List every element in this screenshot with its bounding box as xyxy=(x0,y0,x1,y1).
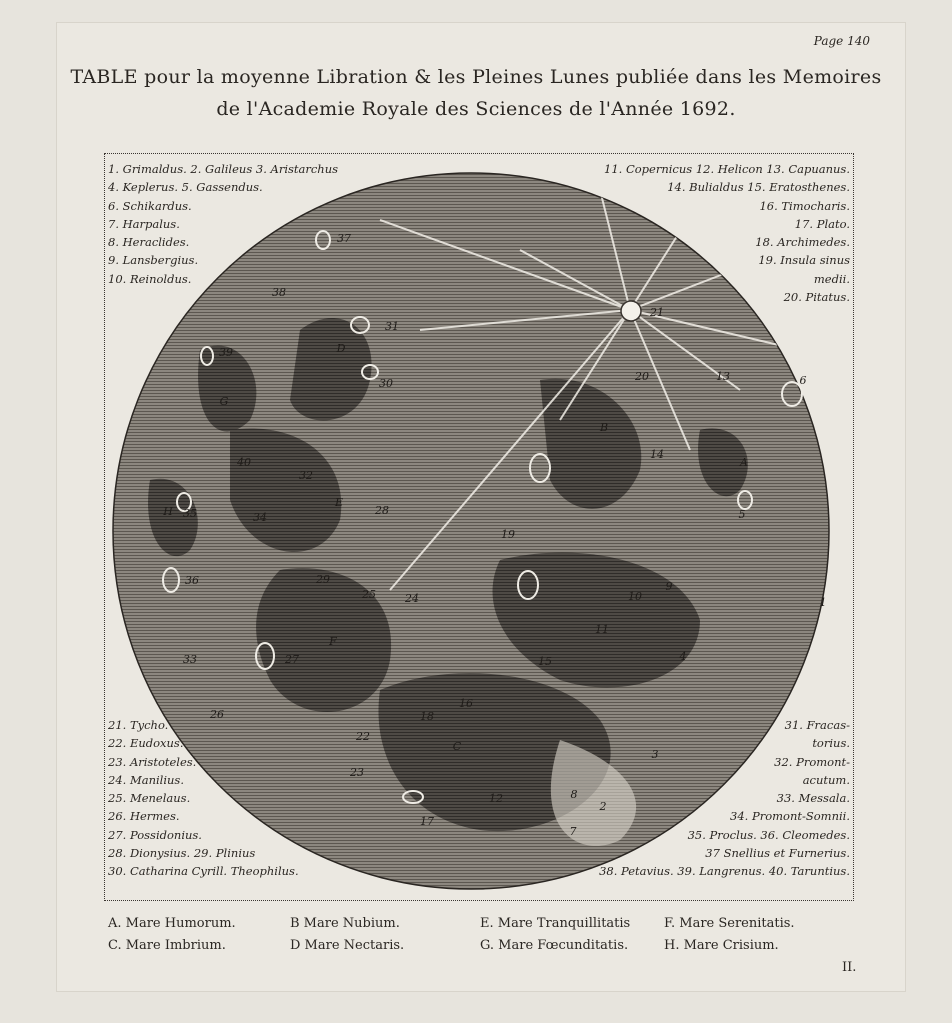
legend-entry: 18. Archimedes. xyxy=(755,235,850,250)
map-label: 16 xyxy=(459,697,473,710)
map-label: C xyxy=(452,740,462,753)
map-label: 9 xyxy=(665,580,673,593)
legend-entry: medii. xyxy=(813,271,850,286)
map-label: 4 xyxy=(679,650,687,663)
legend-entry: 28. Dionysius. 29. Plinius xyxy=(108,846,256,861)
legend-entry: 20. Pitatus. xyxy=(783,290,850,305)
legend-entry: 25. Menelaus. xyxy=(108,791,191,806)
maria-list-col1 xyxy=(108,913,236,957)
map-label: E xyxy=(334,496,344,509)
mare-entry: F. Mare Serenitatis. xyxy=(664,916,795,931)
map-label: 35 xyxy=(183,507,197,520)
legend-entry: 1. Grimaldus. 2. Galileus 3. Aristarchus xyxy=(108,162,339,176)
legend-entry: 21. Tycho. xyxy=(108,718,169,732)
legend-entry: 9. Lansbergius. xyxy=(108,253,199,268)
legend-entry: 32. Promont- xyxy=(774,754,850,769)
map-label: A xyxy=(740,456,748,469)
map-label: 39 xyxy=(219,346,233,359)
legend-entry: 27. Possidonius. xyxy=(108,827,202,842)
legend-entry: 23. Aristoteles. xyxy=(108,754,197,769)
map-label: 33 xyxy=(183,653,197,666)
title-line-2: de l'Academie Royale des Sciences de l'Année 1692. xyxy=(216,98,736,120)
legend-entry: 37 Snellius et Furnerius. xyxy=(705,846,850,861)
mare-entry: G. Mare Fœcunditatis. xyxy=(480,938,629,953)
legend-top-left xyxy=(108,160,338,288)
legend-entry: 19. Insula sinus xyxy=(758,253,850,268)
map-label: 25 xyxy=(362,588,376,601)
legend-entry: 17. Plato. xyxy=(794,216,850,231)
map-label: 7 xyxy=(569,825,577,838)
map-label: 31 xyxy=(385,320,399,333)
map-label: 6 xyxy=(799,374,807,387)
map-label: 8 xyxy=(570,788,578,801)
map-label: 29 xyxy=(316,573,330,586)
map-label: 5 xyxy=(738,508,746,521)
legend-entry: 8. Heraclides. xyxy=(108,235,190,250)
legend-entry: 4. Keplerus. 5. Gassendus. xyxy=(108,180,263,195)
map-label: 2 xyxy=(599,800,607,813)
maria-list-col3 xyxy=(480,913,630,957)
legend-entry: acutum. xyxy=(802,772,850,787)
map-label: 27 xyxy=(285,653,299,666)
map-label: 3 xyxy=(651,748,659,761)
map-label: 12 xyxy=(489,792,503,805)
map-label: D xyxy=(336,342,346,355)
map-label: 10 xyxy=(628,590,642,603)
legend-entry: 10. Reinoldus. xyxy=(108,271,192,286)
legend-entry: 34. Promont-Somnii. xyxy=(730,809,850,824)
page-number: Page 140 xyxy=(813,34,870,48)
map-label: F xyxy=(329,635,337,648)
map-label: 1 xyxy=(819,596,827,609)
mare-entry: E. Mare Tranquillitatis xyxy=(480,916,631,931)
title-line-1: TABLE pour la moyenne Libration & les Pleines Lunes publiée dans les Memoires xyxy=(70,66,882,88)
map-label: 18 xyxy=(420,710,434,723)
mare-entry: H. Mare Crisium. xyxy=(664,938,779,953)
legend-entry: 26. Hermes. xyxy=(108,809,180,824)
legend-entry: 22. Eudoxus. xyxy=(108,736,184,751)
map-label: 28 xyxy=(375,504,389,517)
mare-entry: C. Mare Imbrium. xyxy=(108,938,226,953)
map-label: 20 xyxy=(635,370,649,383)
legend-entry: 35. Proclus. 36. Cleomedes. xyxy=(687,827,850,842)
legend-entry: 31. Fracas- xyxy=(784,718,850,732)
mare-entry: D Mare Nectaris. xyxy=(290,938,405,953)
maria-list-col4 xyxy=(664,913,795,957)
map-label: 14 xyxy=(650,448,664,461)
map-label: 32 xyxy=(299,469,313,482)
map-label: G xyxy=(219,395,229,408)
map-label: 23 xyxy=(350,766,364,779)
map-label: 30 xyxy=(379,377,393,390)
map-label: 21 xyxy=(650,306,664,319)
map-label: 17 xyxy=(420,815,434,828)
map-label: 11 xyxy=(595,623,609,636)
map-label: 13 xyxy=(716,370,730,383)
legend-entry: 30. Catharina Cyrill. Theophilus. xyxy=(108,864,299,879)
mare-entry: A. Mare Humorum. xyxy=(108,916,236,931)
legend-entry: 16. Timocharis. xyxy=(759,198,850,213)
map-label: 36 xyxy=(185,574,199,587)
map-label: 26 xyxy=(210,708,224,721)
legend-entry: 14. Bulialdus 15. Eratosthenes. xyxy=(667,180,850,195)
map-label: H xyxy=(163,505,173,518)
legend-entry: 7. Harpalus. xyxy=(108,216,180,231)
plate-number: II. xyxy=(842,960,857,975)
legend-entry: 11. Copernicus 12. Helicon 13. Capuanus. xyxy=(604,162,850,176)
legend-entry: 24. Manilius. xyxy=(108,772,184,787)
map-label: 22 xyxy=(356,730,370,743)
legend-entry: torius. xyxy=(812,736,850,751)
map-label: 40 xyxy=(237,456,251,469)
legend-entry: 38. Petavius. 39. Langrenus. 40. Taruntius. xyxy=(599,864,850,879)
legend-entry: 6. Schikardus. xyxy=(108,198,192,213)
legend-top-right xyxy=(604,160,850,306)
legend-bottom-left xyxy=(108,716,299,881)
maria-list-col2 xyxy=(290,913,404,957)
map-label: B xyxy=(599,421,609,434)
legend-entry: 33. Messala. xyxy=(776,791,850,806)
legend-bottom-right xyxy=(599,716,850,881)
map-label: 24 xyxy=(405,592,419,605)
mare-entry: B Mare Nubium. xyxy=(290,916,400,931)
map-label: 15 xyxy=(538,655,552,668)
map-label: 19 xyxy=(501,528,515,541)
map-label: 37 xyxy=(337,232,351,245)
map-label: 34 xyxy=(253,511,267,524)
map-label: 38 xyxy=(272,286,286,299)
